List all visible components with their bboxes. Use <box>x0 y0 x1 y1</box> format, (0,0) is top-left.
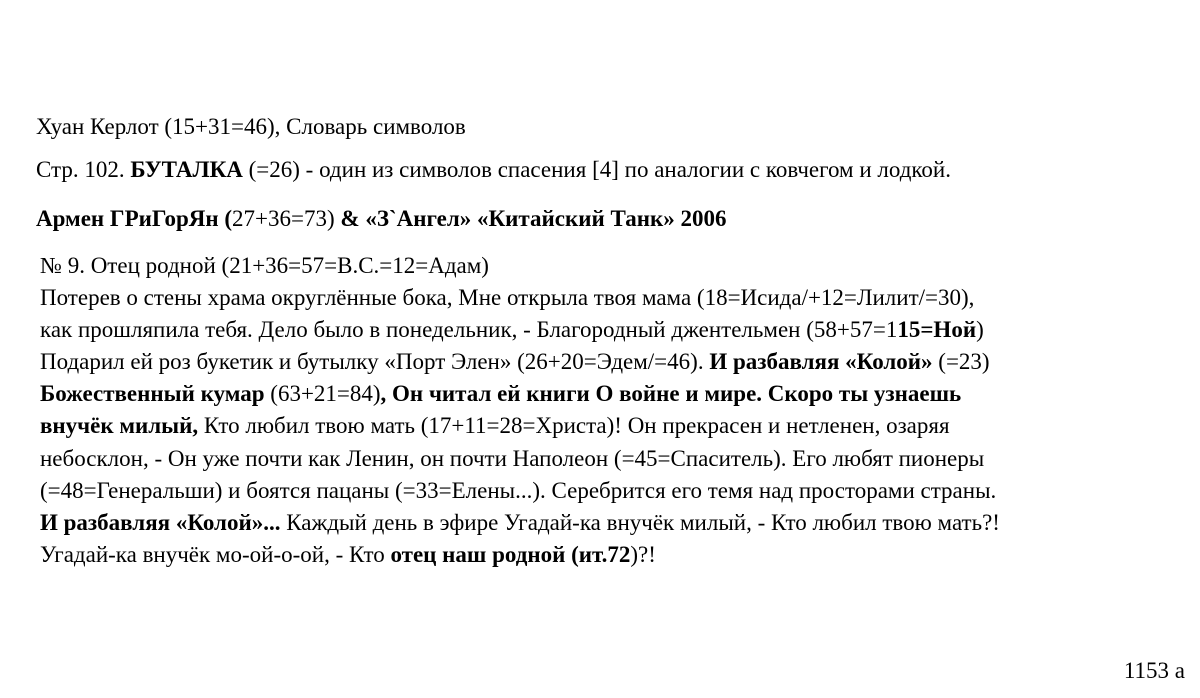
poem-line-text: ) <box>976 317 984 343</box>
poem-line-text: Потерев о стены храма округлённые бока, Мне открыла твоя мама (18=Исида/+12=Лилит/=30), <box>40 285 975 311</box>
poem-line <box>40 443 1180 475</box>
song-author: Армен ГРиГорЯн ( <box>36 206 233 231</box>
song-author-number: 27+36=73) <box>232 206 335 231</box>
poem-line-bold: 15=Ной <box>897 317 977 343</box>
poem-line <box>40 475 1180 507</box>
poem-line-text: Кто любил твою мать (17+11=28=Христа)! Он прекрасен и нетленен, озаряя <box>198 413 950 439</box>
entry-page-ref: Стр. 102. <box>36 157 131 182</box>
poem-line-bold: И разбавляя «Колой»... <box>40 509 281 535</box>
poem-line-bold: И разбавляя «Колой» <box>709 349 933 375</box>
poem-line-text: (63+21=84) <box>264 381 381 407</box>
song-heading <box>36 205 726 233</box>
poem-line-text: как прошляпила тебя. Дело было в понедельник, - Благородный джентельмен (58+57=1 <box>40 317 898 343</box>
poem-line <box>40 282 1180 314</box>
poem-line-bold: отец наш родной (ит.72 <box>390 541 631 567</box>
poem-line-bold: , Он читал ей книги О войне и мире. Скоро ты узнаешь <box>380 381 962 407</box>
entry-headword: БУТАЛКА <box>130 157 243 182</box>
poem-line-text: (=23) <box>932 349 990 375</box>
poem-line-text: Подарил ей роз букетик и бутылку «Порт Элен» (26+20=Эдем/=46). <box>40 349 710 375</box>
poem-line-text: (=48=Генеральши) и боятся пацаны (=33=Елены...). Серебрится его темя над просторами страны. <box>40 477 997 503</box>
dictionary-entry <box>36 156 951 184</box>
entry-definition: (=26) - один из символов спасения [4] по аналогии с ковчегом и лодкой. <box>242 157 951 182</box>
poem-block <box>40 250 1180 571</box>
poem-line <box>40 346 1180 378</box>
poem-line <box>40 378 1180 410</box>
poem-line <box>40 507 1180 539</box>
poem-line <box>40 314 1180 346</box>
poem-line-text: )?! <box>630 541 656 567</box>
poem-line-text: Каждый день в эфире Угадай-ка внучёк милый, - Кто любил твою мать?! <box>280 509 1000 535</box>
page-number: 1153 а <box>1123 658 1185 683</box>
poem-line-bold: Божественный кумар <box>40 381 265 407</box>
poem-line-text: Угадай-ка внучёк мо-ой-о-ой, - Кто <box>40 541 391 567</box>
poem-line <box>40 410 1180 442</box>
poem-line-text: небосклон, - Он уже почти как Ленин, он почти Наполеон (=45=Спаситель). Его любят пионеры <box>40 445 985 471</box>
song-album: & «З`Ангел» «Китайский Танк» 2006 <box>334 206 727 231</box>
poem-line <box>40 539 1180 571</box>
source-citation <box>36 113 466 141</box>
source-citation-text: Хуан Керлот (15+31=46), Словарь символов <box>36 114 466 139</box>
poem-line-bold: внучёк милый, <box>40 413 199 439</box>
poem-title: № 9. Отец родной (21+36=57=В.С.=12=Адам) <box>40 253 489 278</box>
